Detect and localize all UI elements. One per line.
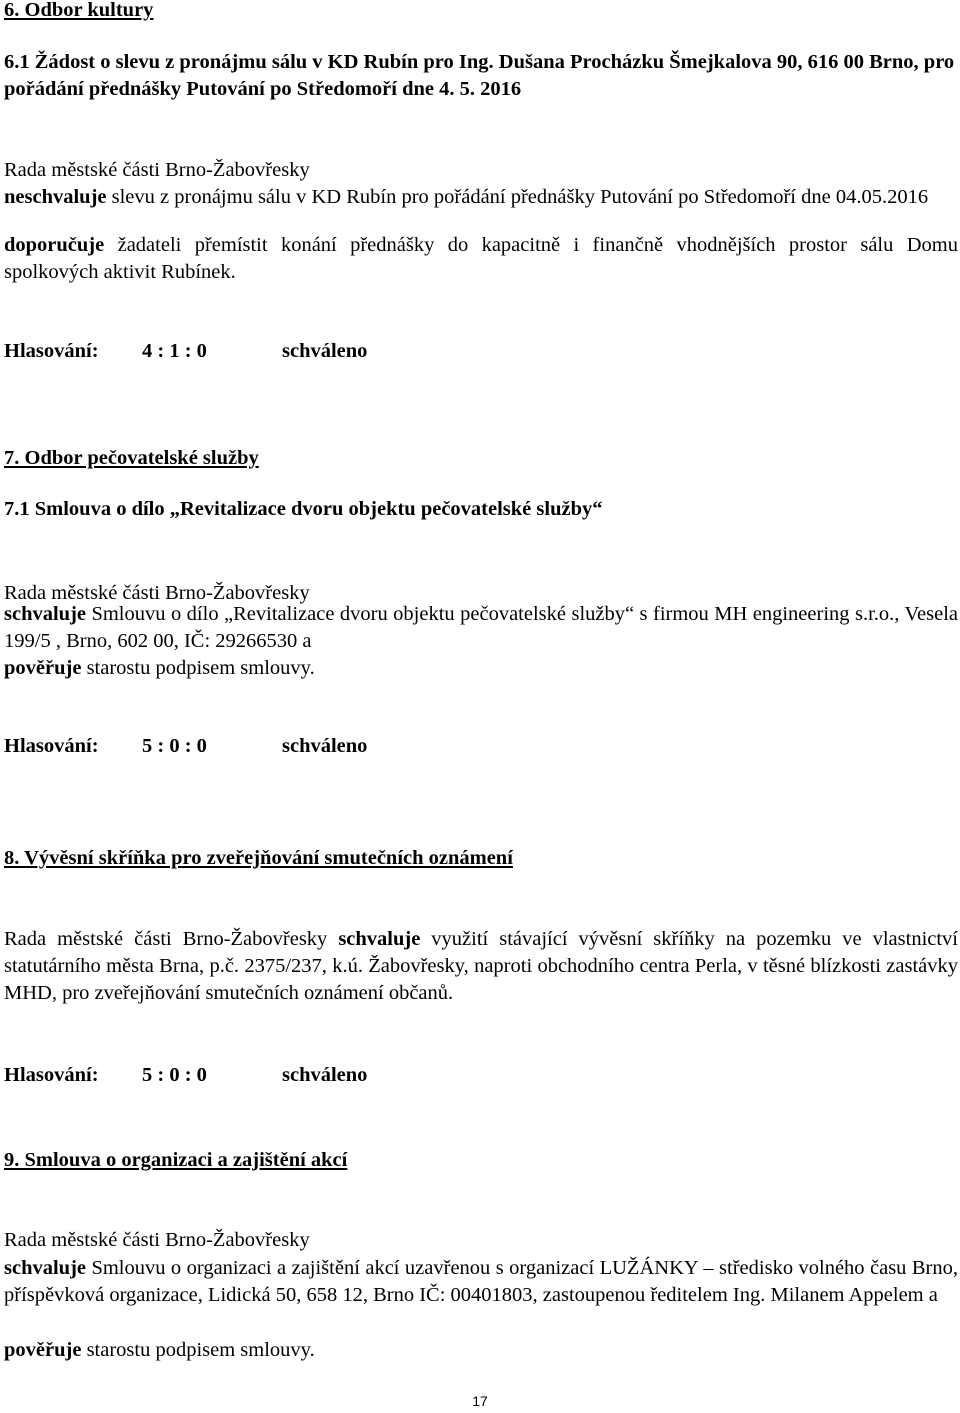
verb-schvaluje: schvaluje xyxy=(4,1257,86,1279)
section-9-title: 9. Smlouva o organizaci a zajištění akcí xyxy=(4,1149,348,1171)
section-8-title: 8. Vývěsní skříňka pro zveřejňování smutečních oznámení xyxy=(4,847,513,869)
decision-text: využití stávající vývěsní skříňky na pozemku ve vlastnictví statutárního města Brna, p.č. 2375/237, k.ú. Žabovřesky, naproti obchodního centra Perla, v těsné blízkosti zastávky MHD, pro zveřejňování smutečních oznámení občanů. xyxy=(4,928,958,1004)
section-9-decision-2 xyxy=(4,1337,958,1364)
vote-result: schváleno xyxy=(282,735,368,757)
vote-label: Hlasování: xyxy=(4,340,99,362)
section-7-decision-2 xyxy=(4,655,958,682)
verb-neschvaluje: neschvaluje xyxy=(4,186,107,208)
section-7-vote xyxy=(4,735,367,758)
section-6-1-subtitle: 6.1 Žádost o slevu z pronájmu sálu v KD Rubín pro Ing. Dušana Procházku Šmejkalova 90, 616 00 Brno, pro pořádání přednášky Putování po Středomoří dne 4. 5. 2016 xyxy=(4,51,955,100)
decision-text: starostu podpisem smlouvy. xyxy=(81,1339,315,1361)
verb-poveruje: pověřuje xyxy=(4,1339,82,1361)
section-6-decision-2 xyxy=(4,232,958,286)
verb-poveruje: pověřuje xyxy=(4,657,82,679)
council-name: Rada městské části Brno-Žabovřesky xyxy=(4,928,328,950)
vote-count: 5 : 0 : 0 xyxy=(142,735,207,757)
decision-text: Smlouvu o dílo „Revitalizace dvoru objektu pečovatelské služby“ s firmou MH engineering s.r.o., Vesela 199/5 , Brno, 602 00, IČ: 29266530 a xyxy=(4,603,958,652)
vote-result: schváleno xyxy=(282,1064,368,1086)
section-8-decision xyxy=(4,926,958,1007)
section-9-decision-1 xyxy=(4,1255,958,1309)
section-7-decision-1 xyxy=(4,601,958,655)
vote-label: Hlasování: xyxy=(4,735,99,757)
vote-count: 5 : 0 : 0 xyxy=(142,1064,207,1086)
section-6-council: Rada městské části Brno-Žabovřesky xyxy=(4,159,310,181)
section-9-council: Rada městské části Brno-Žabovřesky xyxy=(4,1229,310,1251)
decision-text: žadateli přemístit konání přednášky do kapacitně i finančně vhodnějších prostor sálu Domu spolkových aktivit Rubínek. xyxy=(4,234,958,283)
page-number: 17 xyxy=(472,1393,488,1409)
section-6-title: 6. Odbor kultury xyxy=(4,0,154,21)
section-7-title: 7. Odbor pečovatelské služby xyxy=(4,447,259,469)
vote-count: 4 : 1 : 0 xyxy=(142,340,207,362)
section-8-vote xyxy=(4,1064,367,1087)
decision-text: Smlouvu o organizaci a zajištění akcí uzavřenou s organizací LUŽÁNKY – středisko volného času Brno, příspěvková organizace, Lidická 50, 658 12, Brno IČ: 00401803, zastoupenou ředitelem Ing. Milanem Appelem a xyxy=(4,1257,958,1306)
decision-text: starostu podpisem smlouvy. xyxy=(81,657,315,679)
verb-schvaluje: schvaluje xyxy=(4,603,86,625)
vote-label: Hlasování: xyxy=(4,1064,99,1086)
section-6-vote xyxy=(4,340,367,363)
verb-schvaluje: schvaluje xyxy=(338,928,421,950)
verb-doporucuje: doporučuje xyxy=(4,234,105,256)
decision-text: slevu z pronájmu sálu v KD Rubín pro pořádání přednášky Putování po Středomoří dne 04.05.2016 xyxy=(106,186,929,208)
vote-result: schváleno xyxy=(282,340,368,362)
section-6-decision-1 xyxy=(4,184,958,211)
section-7-council: Rada městské části Brno-Žabovřesky xyxy=(4,582,310,604)
section-7-1-subtitle: 7.1 Smlouva o dílo „Revitalizace dvoru objektu pečovatelské služby“ xyxy=(4,498,603,520)
